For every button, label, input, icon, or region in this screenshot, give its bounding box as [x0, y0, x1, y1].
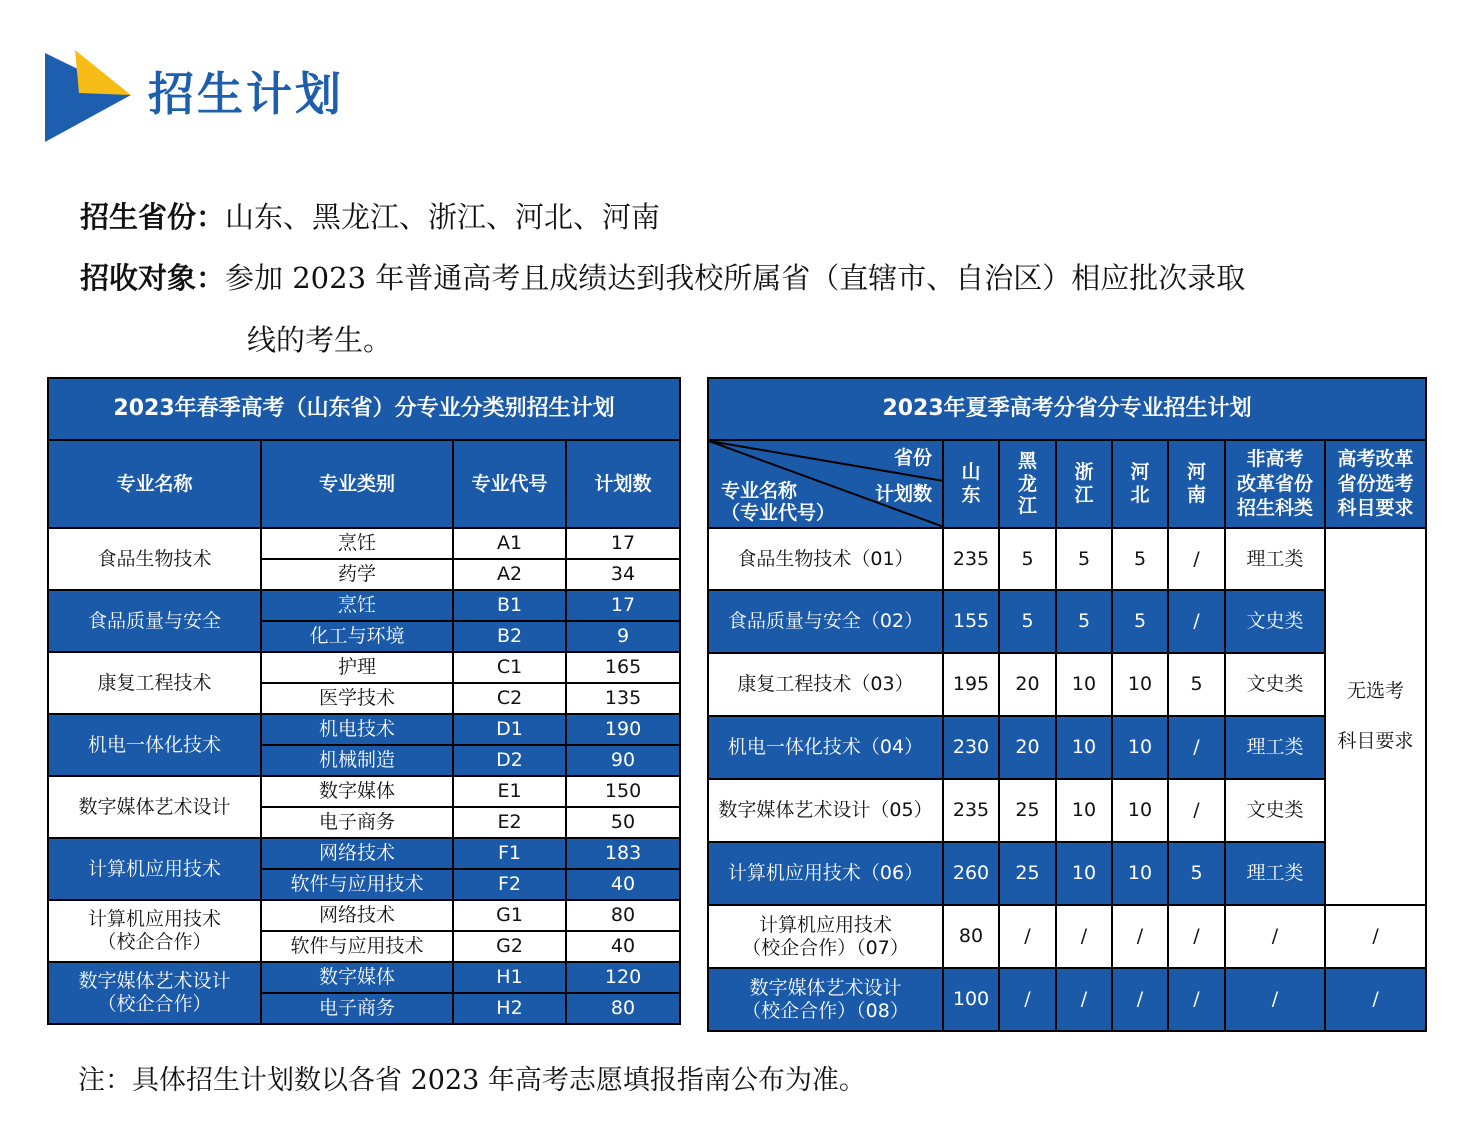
- table-row: [708, 590, 1426, 653]
- plan-shandong: 260: [943, 842, 999, 905]
- major-category: 电子商务: [261, 993, 453, 1024]
- header-major-category: 专业类别: [261, 440, 453, 528]
- plan-count: 165: [566, 652, 680, 683]
- plan-count: 9: [566, 621, 680, 652]
- subject-requirement: /: [1325, 968, 1426, 1031]
- major-code: B1: [453, 590, 566, 621]
- province-char: 北: [1130, 484, 1150, 506]
- header-province-henan: [1168, 440, 1225, 528]
- major-code: F1: [453, 838, 566, 869]
- major-name: 数字媒体艺术设计: [48, 776, 261, 838]
- provinces-value: 山东、黑龙江、浙江、河北、河南: [225, 200, 661, 234]
- table-row: [48, 528, 680, 559]
- province-char: 南: [1186, 484, 1206, 506]
- header-province-zhejiang: [1056, 440, 1112, 528]
- major-code: A2: [453, 559, 566, 590]
- table-row: [708, 842, 1426, 905]
- major-name: 食品生物技术（01）: [708, 528, 943, 590]
- major-code: A1: [453, 528, 566, 559]
- plan-hebei: 5: [1112, 528, 1168, 590]
- province-char: 河: [1186, 461, 1206, 484]
- subject-category: 文史类: [1225, 779, 1325, 842]
- plan-henan: /: [1168, 528, 1225, 590]
- province-char: 黑: [1017, 449, 1037, 472]
- major-category: 网络技术: [261, 900, 453, 931]
- plan-heilongjiang: 25: [999, 842, 1056, 905]
- plan-heilongjiang: 5: [999, 590, 1056, 653]
- plan-count: 150: [566, 776, 680, 807]
- plan-hebei: 10: [1112, 842, 1168, 905]
- table-row: [708, 716, 1426, 779]
- plan-hebei: 10: [1112, 779, 1168, 842]
- plan-henan: /: [1168, 905, 1225, 968]
- plan-zhejiang: 10: [1056, 842, 1112, 905]
- spring-table-caption: 2023年春季高考（山东省）分专业分类别招生计划: [48, 378, 680, 440]
- province-char: 东: [961, 484, 981, 506]
- table-row: [708, 779, 1426, 842]
- table-row: [708, 968, 1426, 1031]
- header-province-heilongjiang: [999, 440, 1056, 528]
- major-name: 机电一体化技术（04）: [708, 716, 943, 779]
- plan-count: 90: [566, 745, 680, 776]
- plan-zhejiang: /: [1056, 905, 1112, 968]
- corner-province-label: 省份: [893, 447, 932, 469]
- target-label: 招收对象：: [80, 261, 226, 295]
- plan-shandong: 195: [943, 653, 999, 716]
- major-category: 机械制造: [261, 745, 453, 776]
- province-char: 山: [961, 461, 981, 484]
- plan-zhejiang: 10: [1056, 716, 1112, 779]
- merged-requirement: 无选考 科目要求: [1325, 528, 1426, 905]
- major-category: 烹饪: [261, 528, 453, 559]
- plan-shandong: 235: [943, 779, 999, 842]
- plan-hebei: /: [1112, 905, 1168, 968]
- major-code: D1: [453, 714, 566, 745]
- major-code: E1: [453, 776, 566, 807]
- major-category: 护理: [261, 652, 453, 683]
- plan-henan: /: [1168, 716, 1225, 779]
- header-major-name: 专业名称: [48, 440, 261, 528]
- major-code: H2: [453, 993, 566, 1024]
- province-char: 江: [1074, 484, 1094, 506]
- plan-zhejiang: 10: [1056, 653, 1112, 716]
- header-province-hebei: [1112, 440, 1168, 528]
- table-row: [48, 838, 680, 869]
- major-category: 化工与环境: [261, 621, 453, 652]
- major-code: C2: [453, 683, 566, 714]
- subject-category: 理工类: [1225, 528, 1325, 590]
- province-char: 河: [1130, 461, 1150, 484]
- summer-table-caption: 2023年夏季高考分省分专业招生计划: [708, 378, 1426, 440]
- plan-count: 17: [566, 528, 680, 559]
- plan-heilongjiang: 5: [999, 528, 1056, 590]
- table-row: [708, 653, 1426, 716]
- plan-hebei: /: [1112, 968, 1168, 1031]
- plan-zhejiang: 5: [1056, 528, 1112, 590]
- major-code: E2: [453, 807, 566, 838]
- subject-requirement: /: [1325, 905, 1426, 968]
- header-plan-count: 计划数: [566, 440, 680, 528]
- plan-henan: /: [1168, 590, 1225, 653]
- major-name: 食品质量与安全: [48, 590, 261, 652]
- table-row: [708, 528, 1426, 590]
- target-line: [80, 256, 1245, 297]
- major-name: 计算机应用技术（06）: [708, 842, 943, 905]
- page-title: 招生计划: [148, 67, 344, 121]
- plan-zhejiang: /: [1056, 968, 1112, 1031]
- major-name: 数字媒体艺术设计（05）: [708, 779, 943, 842]
- plan-count: 135: [566, 683, 680, 714]
- table-row: [48, 900, 680, 931]
- plan-count: 190: [566, 714, 680, 745]
- diagonal-header-cell: [708, 440, 943, 528]
- plan-heilongjiang: /: [999, 968, 1056, 1031]
- major-category: 医学技术: [261, 683, 453, 714]
- major-name: 计算机应用技术 （校企合作）: [48, 900, 261, 962]
- plan-shandong: 235: [943, 528, 999, 590]
- subject-category: /: [1225, 968, 1325, 1031]
- plan-shandong: 100: [943, 968, 999, 1031]
- plan-zhejiang: 5: [1056, 590, 1112, 653]
- table-row: [48, 776, 680, 807]
- corner-major-label: 专业名称 （专业代号）: [721, 480, 836, 524]
- major-name: 康复工程技术: [48, 652, 261, 714]
- plan-heilongjiang: 25: [999, 779, 1056, 842]
- plan-heilongjiang: /: [999, 905, 1056, 968]
- major-category: 软件与应用技术: [261, 869, 453, 900]
- major-category: 烹饪: [261, 590, 453, 621]
- major-code: C1: [453, 652, 566, 683]
- province-char: 江: [1017, 495, 1037, 518]
- major-code: B2: [453, 621, 566, 652]
- plan-shandong: 230: [943, 716, 999, 779]
- provinces-label: 招生省份：: [80, 200, 226, 234]
- major-category: 数字媒体: [261, 776, 453, 807]
- spring-plan-table: [47, 377, 681, 1025]
- major-code: G2: [453, 931, 566, 962]
- plan-shandong: 155: [943, 590, 999, 653]
- plan-count: 80: [566, 993, 680, 1024]
- plan-zhejiang: 10: [1056, 779, 1112, 842]
- subject-category: 理工类: [1225, 716, 1325, 779]
- header-major-code: 专业代号: [453, 440, 566, 528]
- subject-category: 文史类: [1225, 590, 1325, 653]
- major-category: 电子商务: [261, 807, 453, 838]
- plan-count: 183: [566, 838, 680, 869]
- major-category: 机电技术: [261, 714, 453, 745]
- subject-category: 理工类: [1225, 842, 1325, 905]
- province-char: 龙: [1017, 472, 1037, 495]
- major-name: 机电一体化技术: [48, 714, 261, 776]
- table-row: [48, 962, 680, 993]
- target-value: 参加 2023 年普通高考且成绩达到我校所属省（直辖市、自治区）相应批次录取: [225, 261, 1246, 295]
- table-row: [48, 590, 680, 621]
- major-name: 计算机应用技术 （校企合作）（07）: [708, 905, 943, 968]
- header-nonreform-category: 非高考 改革省份 招生科类: [1225, 440, 1325, 528]
- plan-count: 50: [566, 807, 680, 838]
- subject-category: /: [1225, 905, 1325, 968]
- major-category: 药学: [261, 559, 453, 590]
- summer-plan-table: [707, 377, 1427, 1032]
- footnote: 注：具体招生计划数以各省 2023 年高考志愿填报指南公布为准。: [78, 1065, 866, 1096]
- plan-henan: 5: [1168, 842, 1225, 905]
- plan-count: 120: [566, 962, 680, 993]
- plan-heilongjiang: 20: [999, 653, 1056, 716]
- major-code: G1: [453, 900, 566, 931]
- major-name: 食品生物技术: [48, 528, 261, 590]
- major-name: 数字媒体艺术设计 （校企合作）: [48, 962, 261, 1024]
- table-row: [48, 714, 680, 745]
- plan-hebei: 10: [1112, 716, 1168, 779]
- plan-count: 80: [566, 900, 680, 931]
- plan-heilongjiang: 20: [999, 716, 1056, 779]
- major-name: 数字媒体艺术设计 （校企合作）（08）: [708, 968, 943, 1031]
- provinces-line: [80, 195, 660, 236]
- major-name: 计算机应用技术: [48, 838, 261, 900]
- major-code: H1: [453, 962, 566, 993]
- plan-count: 40: [566, 931, 680, 962]
- table-row: [708, 905, 1426, 968]
- major-code: D2: [453, 745, 566, 776]
- header-province-shandong: [943, 440, 999, 528]
- subject-category: 文史类: [1225, 653, 1325, 716]
- corner-plan-label: 计划数: [874, 483, 932, 505]
- plan-henan: /: [1168, 779, 1225, 842]
- major-category: 网络技术: [261, 838, 453, 869]
- plan-hebei: 10: [1112, 653, 1168, 716]
- plan-count: 40: [566, 869, 680, 900]
- play-arrow-logo-icon: [45, 50, 135, 142]
- plan-henan: /: [1168, 968, 1225, 1031]
- major-name: 康复工程技术（03）: [708, 653, 943, 716]
- province-char: 浙: [1074, 461, 1094, 484]
- plan-henan: 5: [1168, 653, 1225, 716]
- target-line-2: 线的考生。: [247, 323, 393, 357]
- plan-shandong: 80: [943, 905, 999, 968]
- major-category: 数字媒体: [261, 962, 453, 993]
- plan-count: 34: [566, 559, 680, 590]
- plan-hebei: 5: [1112, 590, 1168, 653]
- plan-count: 17: [566, 590, 680, 621]
- header-reform-requirement: 高考改革 省份选考 科目要求: [1325, 440, 1426, 528]
- major-name: 食品质量与安全（02）: [708, 590, 943, 653]
- major-category: 软件与应用技术: [261, 931, 453, 962]
- table-row: [48, 652, 680, 683]
- major-code: F2: [453, 869, 566, 900]
